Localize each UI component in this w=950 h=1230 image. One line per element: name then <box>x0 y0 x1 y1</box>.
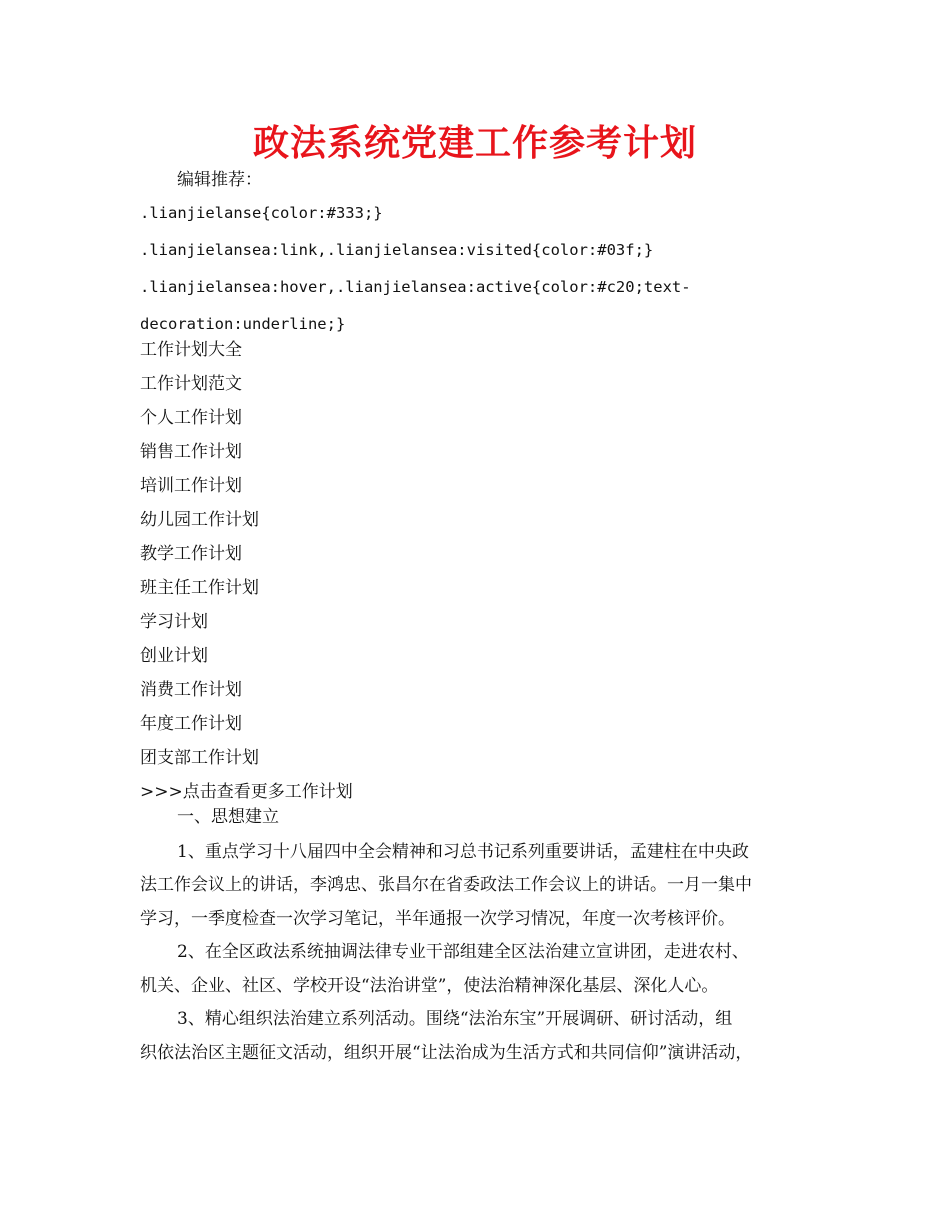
link-work-plan-samples[interactable]: 工作计划范文 <box>140 374 242 394</box>
link-kindergarten-work-plan[interactable]: 幼儿园工作计划 <box>140 510 259 530</box>
paragraph-line: 3、精心组织法治建立系列活动。围绕“法治东宝”开展调研、研讨活动，组 <box>177 1009 733 1029</box>
editor-recommend <box>140 163 820 197</box>
css-code-block <box>140 195 820 343</box>
css-line: .lianjielansea:hover,.lianjielansea:active{color:#c20;text- <box>140 278 691 296</box>
paragraph-line: 2、在全区政法系统抽调法律专业干部组建全区法治建立宣讲团，走进农村、 <box>177 942 749 962</box>
paragraph-line: 织依法治区主题征文活动，组织开展“让法治成为生活方式和共同信仰”演讲活动， <box>140 1042 753 1063</box>
css-line: decoration:underline;} <box>140 315 346 333</box>
paragraph-line: 学习，一季度检查一次学习笔记，半年通报一次学习情况，年度一次考核评价。 <box>140 908 735 929</box>
link-personal-work-plan[interactable]: 个人工作计划 <box>140 408 242 428</box>
css-line: .lianjielanse{color:#333;} <box>140 204 383 222</box>
paragraph-1 <box>140 836 830 937</box>
paragraph-line: 1、重点学习十八届四中全会精神和习总书记系列重要讲话，孟建柱在中央政 <box>177 841 749 862</box>
paragraph-3 <box>140 1003 830 1070</box>
related-links-list <box>140 333 820 809</box>
editor-label: 编辑推荐： <box>177 170 262 190</box>
link-study-plan[interactable]: 学习计划 <box>140 612 208 632</box>
link-annual-work-plan[interactable]: 年度工作计划 <box>140 714 242 734</box>
document-title: 政法系统党建工作参考计划 <box>252 122 697 164</box>
link-consumption-work-plan[interactable]: 消费工作计划 <box>140 680 242 700</box>
link-head-teacher-work-plan[interactable]: 班主任工作计划 <box>140 578 259 598</box>
section-ideology <box>140 802 830 1070</box>
more-work-plans-link[interactable]: >>>点击查看更多工作计划 <box>140 782 353 802</box>
link-work-plan-collection[interactable]: 工作计划大全 <box>140 340 242 360</box>
section-heading: 一、思想建立 <box>177 807 279 827</box>
link-teaching-work-plan[interactable]: 教学工作计划 <box>140 544 242 564</box>
link-training-work-plan[interactable]: 培训工作计划 <box>140 476 242 496</box>
link-sales-work-plan[interactable]: 销售工作计划 <box>140 442 242 462</box>
link-business-plan[interactable]: 创业计划 <box>140 646 208 666</box>
link-league-branch-work-plan[interactable]: 团支部工作计划 <box>140 748 259 768</box>
paragraph-2 <box>140 936 830 1003</box>
css-line: .lianjielansea:link,.lianjielansea:visited{color:#03f;} <box>140 241 654 259</box>
paragraph-line: 法工作会议上的讲话，李鸿忠、张昌尔在省委政法工作会议上的讲话。一月一集中 <box>140 875 752 895</box>
paragraph-line: 机关、企业、社区、学校开设“法治讲堂”，使法治精神深化基层、深化人心。 <box>140 975 719 996</box>
